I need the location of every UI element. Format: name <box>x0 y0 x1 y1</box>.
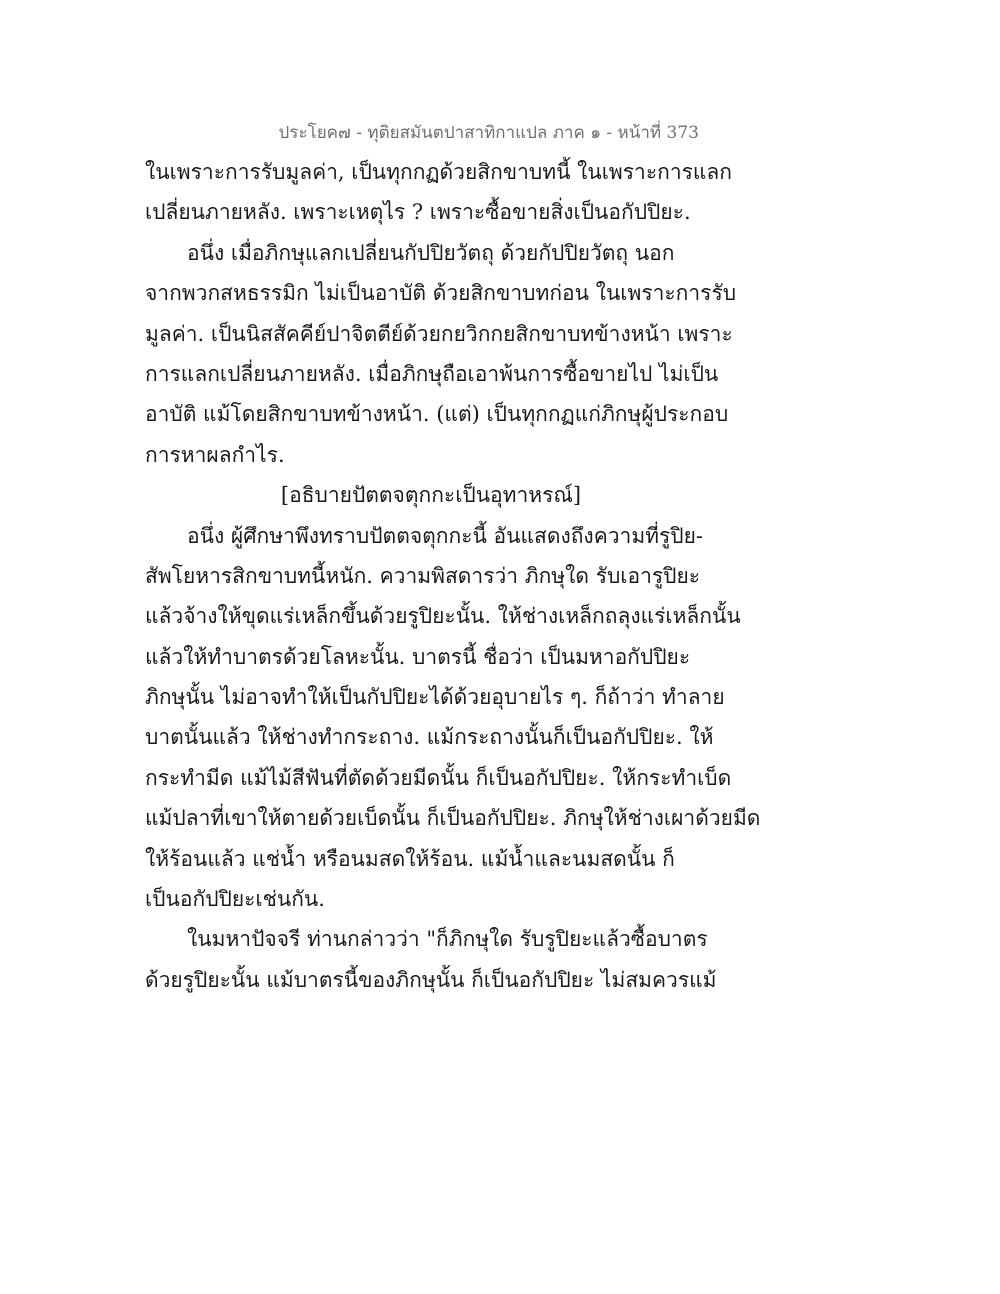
section-heading: [อธิบายปัตตจตุกกะเป็นอุทาหรณ์] <box>280 483 582 508</box>
text-line: จากพวกสหธรรมิก ไม่เป็นอาบัติ ด้วยสิกขาบทก่อน ในเพราะการรับ <box>145 281 737 306</box>
paragraph-start-line: อนึ่ง ผู้ศึกษาพึงทราบปัตตจตุกกะนี้ อันแสดงถึงความที่รูปิย- <box>187 523 704 548</box>
text-line: เปลี่ยนภายหลัง. เพราะเหตุไร ? เพราะซื้อขายสิ่งเป็นอกัปปิยะ. <box>145 200 691 225</box>
text-line: กระทำมีด แม้ไม้สีฟันที่ตัดด้วยมีดนั้น ก็เป็นอกัปปิยะ. ให้กระทำเบ็ด <box>145 765 732 790</box>
body-text <box>145 152 761 1000</box>
text-line: การหาผลกำไร. <box>145 442 285 467</box>
text-line: สัพโยหารสิกขาบทนี้หนัก. ความพิสดารว่า ภิกษุใด รับเอารูปิยะ <box>145 563 701 588</box>
text-line: อาบัติ แม้โดยสิกขาบทข้างหน้า. (แต่) เป็นทุกกฏแก่ภิกษุผู้ประกอบ <box>145 402 729 427</box>
text-line: แล้วให้ทำบาตรด้วยโลหะนั้น. บาตรนี้ ชื่อว่า เป็นมหาอกัปปิยะ <box>145 644 691 669</box>
paragraph-start-line: ในมหาปัจจรี ท่านกล่าวว่า "ก็ภิกษุใด รับรูปิยะแล้วซื้อบาตร <box>187 927 708 952</box>
text-line: มูลค่า. เป็นนิสสัคคีย์ปาจิตตีย์ด้วยกยวิกกยสิกขาบทข้างหน้า เพราะ <box>145 321 733 346</box>
text-line: ด้วยรูปิยะนั้น แม้บาตรนี้ของภิกษุนั้น ก็เป็นอกัปปิยะ ไม่สมควรแม้ <box>145 967 717 992</box>
text-line: แล้วจ้างให้ขุดแร่เหล็กขึ้นด้วยรูปิยะนั้น. ให้ช่างเหล็กถลุงแร่เหล็กนั้น <box>145 604 741 629</box>
text-line: ภิกษุนั้น ไม่อาจทำให้เป็นกัปปิยะได้ด้วยอุบายไร ๆ. ก็ถ้าว่า ทำลาย <box>145 685 725 710</box>
text-line: ในเพราะการรับมูลค่า, เป็นทุกกฏด้วยสิกขาบทนี้ ในเพราะการแลก <box>145 160 733 184</box>
text-line: เป็นอกัปปิยะเช่นกัน. <box>145 887 325 912</box>
text-line: แม้ปลาที่เขาให้ตายด้วยเบ็ดนั้น ก็เป็นอกัปปิยะ. ภิกษุให้ช่างเผาด้วยมีด <box>145 806 761 831</box>
text-line: บาตนั้นแล้ว ให้ช่างทำกระถาง. แม้กระถางนั้นก็เป็นอกัปปิยะ. ให้ <box>145 725 714 750</box>
text-line: ให้ร้อนแล้ว แช่น้ำ หรือนมสดให้ร้อน. แม้น้ำและนมสดนั้น ก็ <box>145 846 675 871</box>
paragraph-start-line: อนึ่ง เมื่อภิกษุแลกเปลี่ยนกัปปิยวัตถุ ด้วยกัปปิยวัตถุ นอก <box>187 240 675 265</box>
running-header: ประโยค๗ - ทุติยสมันตปาสาทิกาแปล ภาค ๑ - หน้าที่ 373 <box>278 123 699 143</box>
text-line: การแลกเปลี่ยนภายหลัง. เมื่อภิกษุถือเอาพ้นการซื้อขายไป ไม่เป็น <box>145 361 719 386</box>
